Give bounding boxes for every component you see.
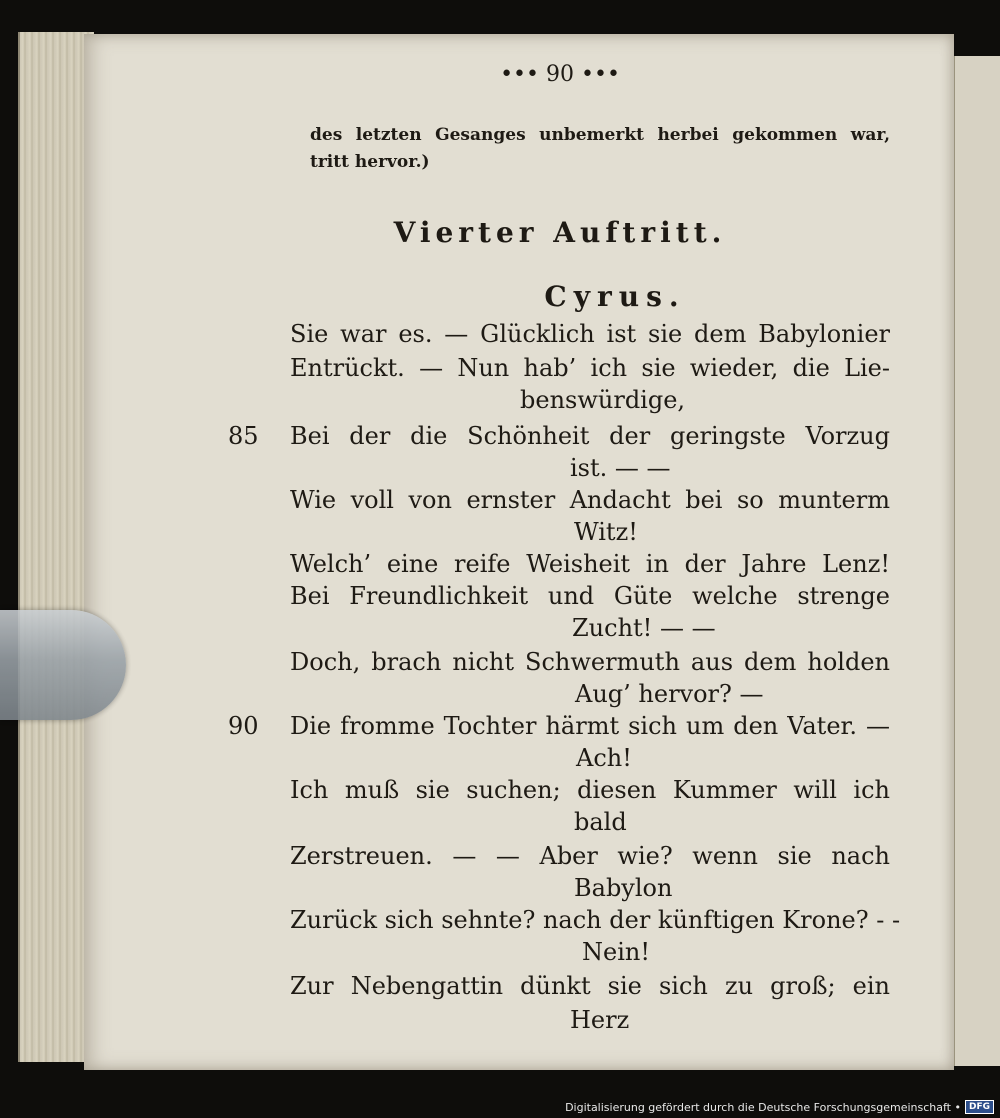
verse-continuation: Witz!	[574, 518, 638, 546]
digitization-credit	[565, 1100, 994, 1114]
page-edges	[18, 32, 94, 1062]
verse-line: Bei Freundlichkeit und Güte welche strenge	[290, 582, 890, 610]
verse-line: Bei der die Schönheit der geringste Vorzug	[290, 422, 890, 450]
verse-continuation: Aug’ hervor? —	[575, 680, 764, 708]
verse-line: Die fromme Tochter härmt sich um den Vater. —	[290, 712, 890, 740]
verse-line: Zur Nebengattin dünkt sie sich zu groß; ein	[290, 972, 890, 1000]
verse-continuation: Ach!	[576, 744, 632, 772]
stage-direction-line: tritt hervor.)	[310, 152, 430, 172]
dfg-logo: DFG	[965, 1100, 994, 1114]
verse-line: Wie voll von ernster Andacht bei so munterm	[290, 486, 890, 514]
speaker-name: Cyrus.	[544, 280, 686, 313]
verse-line: Welch’ eine reife Weisheit in der Jahre Lenz!	[290, 550, 890, 578]
verse-continuation: Babylon	[574, 874, 673, 902]
verse-line: Zerstreuen. — — Aber wie? wenn sie nach	[290, 842, 890, 870]
verse-line: Zurück sich sehnte? nach der künftigen Krone? - -	[290, 906, 901, 934]
line-number: 90	[228, 712, 259, 740]
verse-continuation: ist. — —	[570, 454, 671, 482]
verse-line: Entrückt. — Nun hab’ ich sie wieder, die Lie-	[290, 354, 890, 382]
verse-line: Doch, brach nicht Schwermuth aus dem holden	[290, 648, 890, 676]
stage-direction	[310, 122, 890, 176]
line-number: 85	[228, 422, 259, 450]
verse-continuation: Herz	[570, 1006, 630, 1034]
page-number: ••• 90 •••	[500, 62, 620, 87]
credit-text: Digitalisierung gefördert durch die Deutsche Forschungsgemeinschaft •	[565, 1100, 961, 1114]
stage-direction-line: des letzten Gesanges unbemerkt herbei gekommen war,	[310, 125, 890, 145]
verse-continuation: benswürdige,	[520, 386, 686, 414]
facing-page-edge	[952, 56, 1000, 1066]
verse-continuation: Nein!	[582, 938, 650, 966]
verse-continuation: Zucht! — —	[572, 614, 716, 642]
verse-line: Ich muß sie suchen; diesen Kummer will ich	[290, 776, 890, 804]
scene-heading: Vierter Auftritt.	[393, 216, 727, 249]
verse-line: Sie war es. — Glücklich ist sie dem Babylonier	[290, 320, 890, 348]
verse-continuation: bald	[574, 808, 627, 836]
page-clip	[0, 610, 126, 720]
